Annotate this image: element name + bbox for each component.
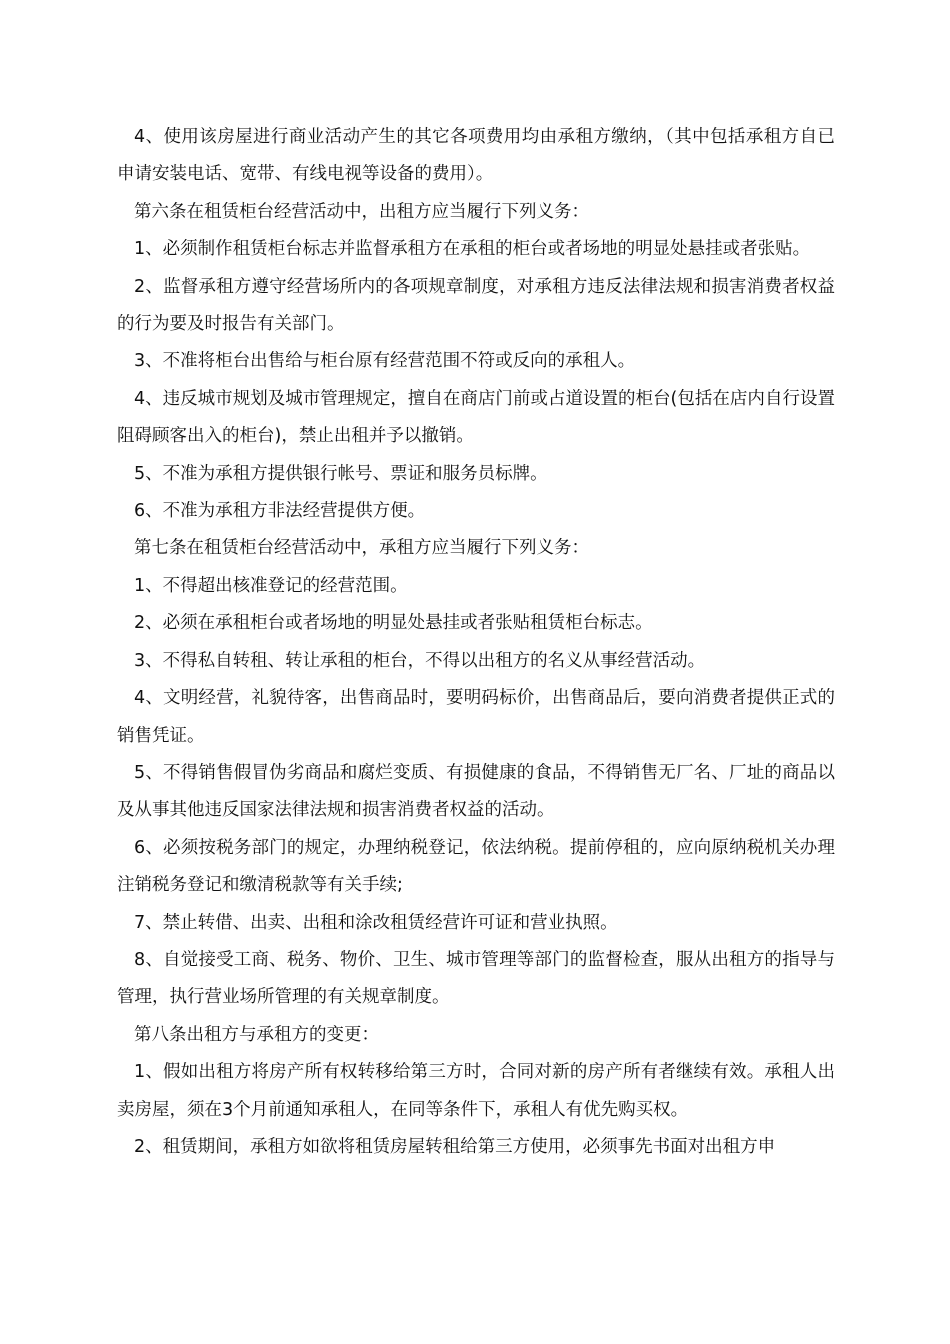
article-7-item-5: 5、不得销售假冒伪劣商品和腐烂变质、有损健康的食品，不得销售无厂名、厂址的商品以及从事其他违反国家法律法规和损害消费者权益的活动。 (117, 762, 835, 821)
article-6-item-1: 1、必须制作租赁柜台标志并监督承租方在承租的柜台或者场地的明显处悬挂或者张贴。 (134, 239, 811, 260)
article-8-item-1: 1、假如出租方将房产所有权转移给第三方时，合同对新的房产所有者继续有效。承租人出卖房屋，须在3个月前通知承租人，在同等条件下，承租人有优先购买权。 (117, 1062, 835, 1120)
article-7-item-6: 6、必须按税务部门的规定，办理纳税登记，依法纳税。提前停租的，应向原纳税机关办理注销税务登记和缴清税款等有关手续; (117, 837, 835, 896)
article-7-item-7: 7、禁止转借、出卖、出租和涂改租赁经营许可证和营业执照。 (134, 912, 618, 933)
document-body (117, 119, 835, 1166)
article-6-item-4: 4、违反城市规划及城市管理规定，擅自在商店门前或占道设置的柜台(包括在店内自行设置阻碍顾客出入的柜台)，禁止出租并予以撤销。 (117, 388, 835, 447)
article-6-item-5: 5、不准为承租方提供银行帐号、票证和服务员标牌。 (134, 463, 548, 484)
article-8-item-2: 2、租赁期间，承租方如欲将租赁房屋转租给第三方使用，必须事先书面对出租方申 (134, 1136, 776, 1157)
article-7-item-1: 1、不得超出核准登记的经营范围。 (134, 575, 408, 596)
article-6-item-6: 6、不准为承租方非法经营提供方便。 (134, 501, 426, 522)
article-7-item-3: 3、不得私自转租、转让承租的柜台，不得以出租方的名义从事经营活动。 (134, 650, 706, 671)
article-7-item-8: 8、自觉接受工商、税务、物价、卫生、城市管理等部门的监督检查，服从出租方的指导与管理，执行营业场所管理的有关规章制度。 (117, 949, 835, 1008)
article-6-item-2: 2、监督承租方遵守经营场所内的各项规章制度，对承租方违反法律法规和损害消费者权益的行为要及时报告有关部门。 (117, 276, 835, 335)
article-7-item-4: 4、文明经营，礼貌待客，出售商品时，要明码标价，出售商品后，要向消费者提供正式的销售凭证。 (117, 688, 835, 746)
article-6-heading: 第六条在租赁柜台经营活动中，出租方应当履行下列义务： (134, 201, 589, 222)
article-6-item-3: 3、不准将柜台出售给与柜台原有经营范围不符或反向的承租人。 (134, 351, 636, 372)
article-7-heading: 第七条在租赁柜台经营活动中，承租方应当履行下列义务： (134, 538, 589, 559)
article-7-item-2: 2、必须在承租柜台或者场地的明显处悬挂或者张贴租赁柜台标志。 (134, 613, 653, 634)
paragraph-fee-clause: 4、使用该房屋进行商业活动产生的其它各项费用均由承租方缴纳，（其中包括承租方自已申请安装电话、宽带、有线电视等设备的费用）。 (117, 127, 835, 185)
article-8-heading: 第八条出租方与承租方的变更： (134, 1024, 379, 1045)
